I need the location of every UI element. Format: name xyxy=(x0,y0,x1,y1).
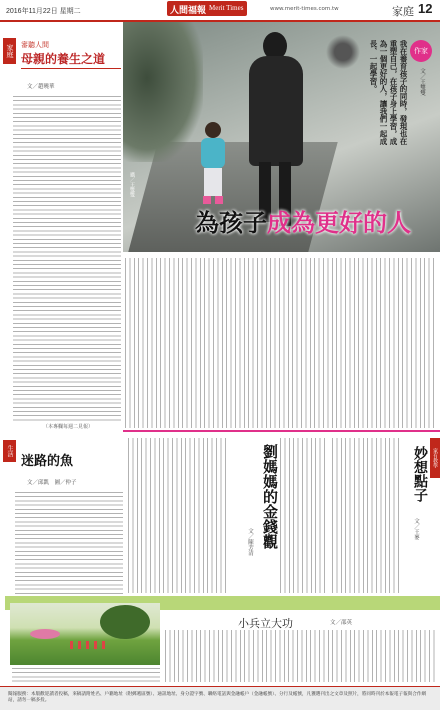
header-date: 2016年11月22日 星期二 xyxy=(6,8,81,15)
page-number: 12 xyxy=(418,1,433,16)
left-column-note: （本專欄每週二見報） xyxy=(43,424,94,430)
lower-right-body xyxy=(332,438,402,593)
lower-mid-byline: 文／陳芳清 xyxy=(247,528,253,556)
left-body-text xyxy=(13,96,121,421)
lower-right-title: 妙想點子 xyxy=(412,446,428,502)
left-section-label: 家庭 xyxy=(3,38,16,64)
footer-bar xyxy=(0,686,440,710)
lower-mid-body-right xyxy=(280,438,326,593)
fish-byline: 文／邱凱 圖／仲子 xyxy=(27,480,77,486)
photo-child xyxy=(193,122,233,212)
banner-tree xyxy=(100,605,150,639)
feature-byline: 文／王雙雙 xyxy=(419,68,425,96)
left-article xyxy=(3,38,123,433)
left-title: 母親的養生之道 xyxy=(21,52,106,66)
lower-right-article xyxy=(332,438,440,598)
masthead-en: Merit Times xyxy=(209,4,244,12)
page-header xyxy=(0,0,440,22)
fish-section-label: 生活 xyxy=(3,440,16,462)
lower-right-label: 家有教學 xyxy=(430,438,440,478)
footer-text: 閱報服務：本版歡迎讀者投稿，來稿請附姓名、戶籍地址（附郵遞區號）、通訊地址、身分證字號、聯絡電話與金融帳戶（金融帳號）、分行及帳號，凡獲選刊出之文章及照片，將同時刊於本報電子報與合作網站，請勿一稿多投。 xyxy=(8,692,427,703)
feature-dek-box xyxy=(336,40,434,150)
section-name: 家庭 xyxy=(392,5,414,18)
photo-credit: 攝／王雙雙 xyxy=(129,172,135,197)
feature-headline xyxy=(195,203,411,243)
left-kicker: 審聽人間 xyxy=(21,41,49,49)
feature-body-text xyxy=(125,258,437,428)
headline-black: 為孩子 xyxy=(195,209,267,237)
lower-mid-body-left xyxy=(128,438,228,593)
photo-trees xyxy=(123,22,203,162)
left-byline: 文／趙曉華 xyxy=(27,84,55,90)
headline-red: 成為更好的人 xyxy=(267,209,411,237)
fish-title: 迷路的魚 xyxy=(21,454,74,469)
masthead-cn: 人間福報 xyxy=(170,6,207,16)
lower-mid-title: 劉媽媽的金錢觀 xyxy=(261,444,279,549)
left-title-rule xyxy=(21,68,121,69)
lower-right-byline: 文／王麥 xyxy=(413,518,419,540)
banner-byline: 文／邵英 xyxy=(330,620,353,626)
header-url: www.merit-times.com.tw xyxy=(270,6,339,12)
feature-divider xyxy=(123,430,440,432)
banner-photo xyxy=(10,603,160,665)
banner-kids xyxy=(70,641,110,649)
feature-dek: 我在養育孩子的同時，發現也在重塑自己，在孩子身上學習，成為一個更好的人，讓我們一起成長、一起學習。 xyxy=(369,40,408,145)
lower-mid-article xyxy=(128,438,328,598)
photo-mother xyxy=(241,32,311,232)
masthead-logo xyxy=(167,1,247,16)
banner-title: 小兵立大功 xyxy=(238,617,293,630)
author-tag: 作家 xyxy=(410,40,432,62)
banner-body-text xyxy=(165,630,437,682)
banner-kite xyxy=(30,629,60,639)
banner-left-text xyxy=(12,668,160,682)
